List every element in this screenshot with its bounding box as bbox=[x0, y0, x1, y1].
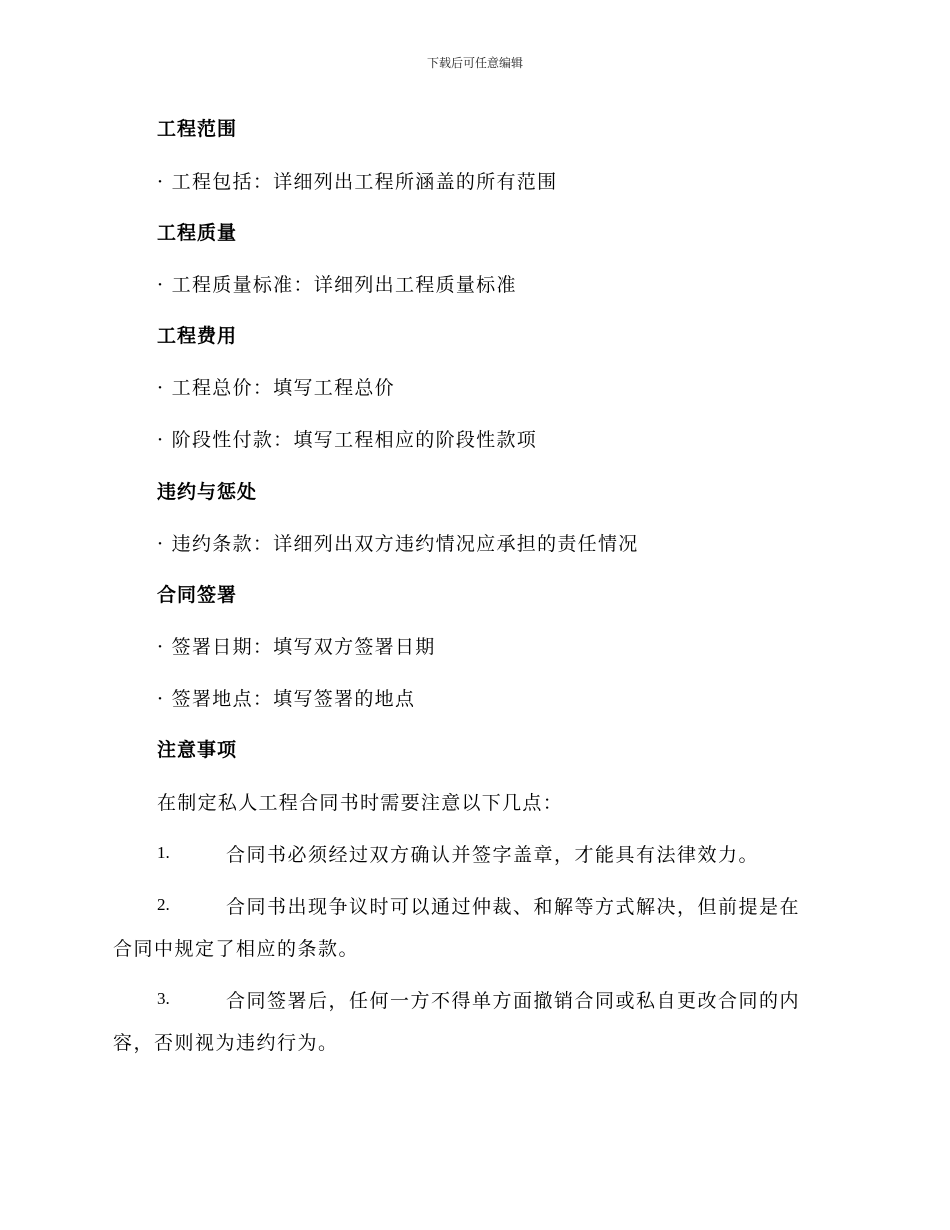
cost-item-stage: · 阶段性付款：填写工程相应的阶段性款项 bbox=[157, 429, 538, 451]
notes-item-3-text: 合同签署后，任何一方不得单方面撤销合同或私自更改合同的内 bbox=[226, 990, 801, 1012]
cost-item-total: · 工程总价：填写工程总价 bbox=[157, 377, 395, 399]
notes-item-1-text: 合同书必须经过双方确认并签字盖章，才能具有法律效力。 bbox=[226, 844, 760, 866]
signing-item-place: · 签署地点：填写签署的地点 bbox=[157, 688, 416, 710]
signing-item-date: · 签署日期：填写双方签署日期 bbox=[157, 636, 436, 658]
section-title-cost: 工程费用 bbox=[157, 325, 238, 347]
notes-intro: 在制定私人工程合同书时需要注意以下几点： bbox=[157, 792, 564, 814]
notes-item-3-number: 3. bbox=[157, 989, 170, 1008]
notes-item-2-continuation: 合同中规定了相应的条款。 bbox=[113, 938, 360, 960]
breach-item: · 违约条款：详细列出双方违约情况应承担的责任情况 bbox=[157, 533, 639, 555]
section-title-signing: 合同签署 bbox=[157, 584, 238, 606]
notes-item-1-number: 1. bbox=[157, 843, 170, 862]
notes-item-3-continuation: 容，否则视为违约行为。 bbox=[113, 1032, 339, 1054]
notes-item-2-number: 2. bbox=[157, 895, 170, 914]
notes-item-2-text: 合同书出现争议时可以通过仲裁、和解等方式解决，但前提是在 bbox=[226, 896, 801, 918]
quality-item: · 工程质量标准：详细列出工程质量标准 bbox=[157, 274, 517, 296]
scope-item: · 工程包括：详细列出工程所涵盖的所有范围 bbox=[157, 171, 558, 193]
page-header: 下载后可任意编辑 bbox=[426, 56, 523, 70]
section-title-notes: 注意事项 bbox=[157, 739, 238, 761]
section-title-scope: 工程范围 bbox=[157, 118, 238, 140]
section-title-breach: 违约与惩处 bbox=[157, 481, 258, 503]
section-title-quality: 工程质量 bbox=[157, 222, 238, 244]
